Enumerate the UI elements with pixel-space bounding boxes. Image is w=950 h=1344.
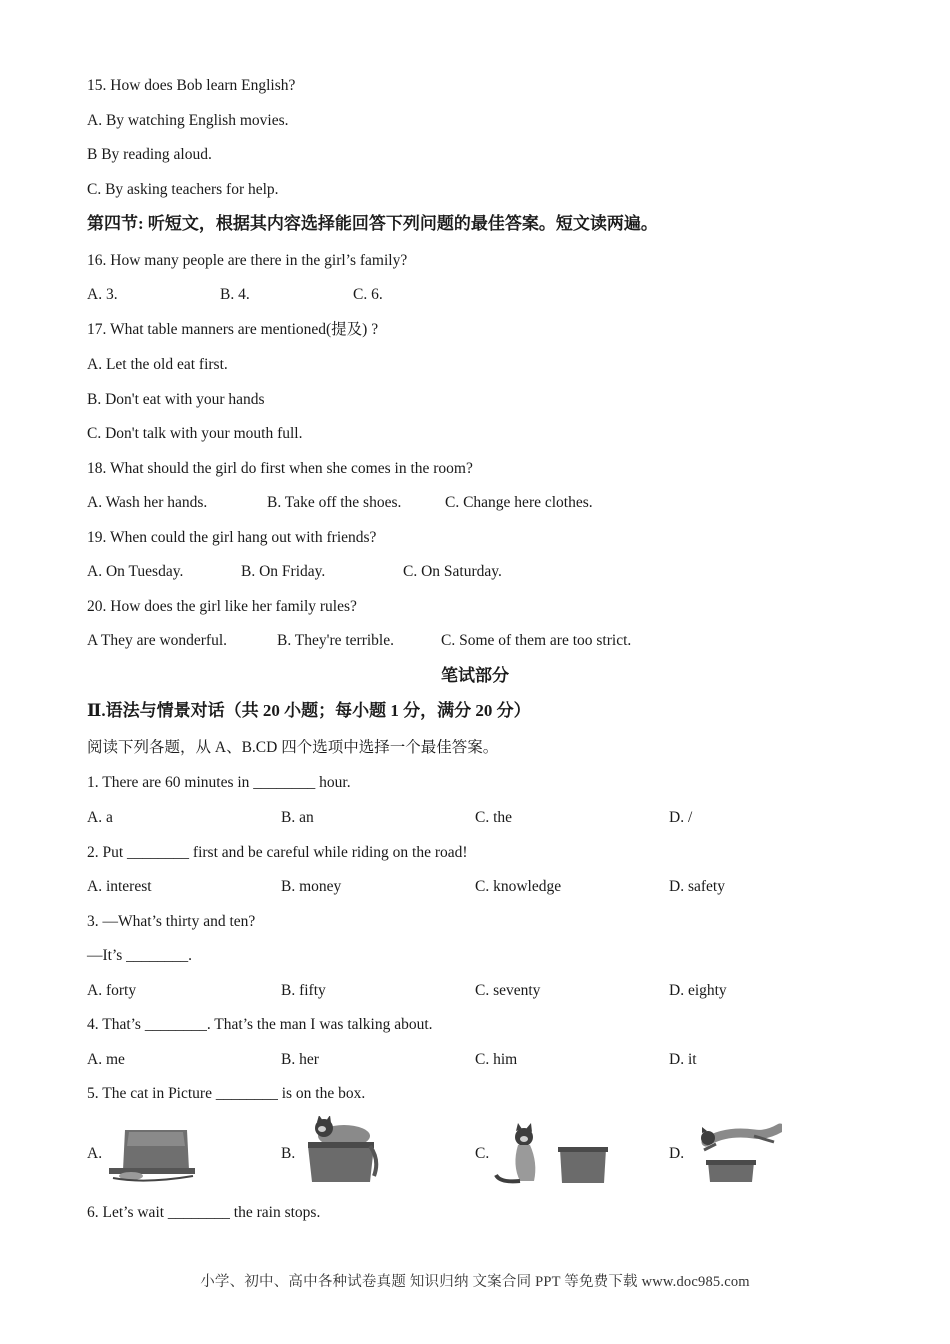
q20-option-b[interactable]: B. They're terrible. [277,632,394,649]
q16-option-b[interactable]: B. 4. [220,286,250,303]
q5-option-b[interactable]: B. [281,1145,296,1162]
cat-under-box-picture [105,1126,200,1184]
instruction: 阅读下列各题，从 A、B.CD 四个选项中选择一个最佳答案。 [87,739,499,756]
q19-option-b[interactable]: B. On Friday. [241,563,326,580]
q5-stem: 5. The cat in Picture ________ is on the box. [87,1085,366,1102]
q4-stem: 4. That’s ________. That’s the man I was talking about. [87,1016,433,1033]
q2-option-b[interactable]: B. money [281,878,342,895]
q15-option-c[interactable]: C. By asking teachers for help. [87,181,279,198]
cat-on-box-picture [304,1116,384,1184]
q19-stem: 19. When could the girl hang out with friends? [87,529,377,546]
q18-option-a[interactable]: A. Wash her hands. [87,494,208,511]
q3-stem: 3. —What’s thirty and ten? [87,913,256,930]
section2-heading: Ⅱ.语法与情景对话（共 20 小题；每小题 1 分，满分 20 分） [87,701,531,720]
q17-option-c[interactable]: C. Don't talk with your mouth full. [87,425,303,442]
q4-option-d[interactable]: D. it [669,1051,697,1068]
q3-stem-answer-line: —It’s ________. [87,947,193,964]
q4-option-a[interactable]: A. me [87,1051,125,1068]
q20-option-a[interactable]: A They are wonderful. [87,632,228,649]
q4-option-c[interactable]: C. him [475,1051,518,1068]
cat-beside-box-picture [492,1123,610,1185]
q2-option-a[interactable]: A. interest [87,878,152,895]
q1-option-c[interactable]: C. the [475,809,513,826]
q2-option-c[interactable]: C. knowledge [475,878,562,895]
q18-stem: 18. What should the girl do first when she comes in the room? [87,460,473,477]
q18-option-c[interactable]: C. Change here clothes. [445,494,593,511]
q3-option-d[interactable]: D. eighty [669,982,727,999]
q17-stem: 17. What table manners are mentioned(提及) ? [87,321,379,338]
q15-stem: 15. How does Bob learn English? [87,77,296,94]
q15-option-a[interactable]: A. By watching English movies. [87,112,289,129]
q5-option-d[interactable]: D. [669,1145,685,1162]
q16-stem: 16. How many people are there in the girl’s family? [87,252,408,269]
q20-option-c[interactable]: C. Some of them are too strict. [441,632,632,649]
q16-option-c[interactable]: C. 6. [353,286,383,303]
q17-option-b[interactable]: B. Don't eat with your hands [87,391,265,408]
q4-option-b[interactable]: B. her [281,1051,319,1068]
q20-stem: 20. How does the girl like her family rules? [87,598,357,615]
q5-option-c[interactable]: C. [475,1145,490,1162]
q1-option-a[interactable]: A. a [87,809,113,826]
section4-heading: 第四节: 听短文，根据其内容选择能回答下列问题的最佳答案。短文读两遍。 [87,214,658,233]
q6-stem: 6. Let’s wait ________ the rain stops. [87,1204,321,1221]
q3-option-c[interactable]: C. seventy [475,982,541,999]
q3-option-b[interactable]: B. fifty [281,982,326,999]
q1-stem: 1. There are 60 minutes in ________ hour. [87,774,351,791]
q18-option-b[interactable]: B. Take off the shoes. [267,494,402,511]
q5-option-a[interactable]: A. [87,1145,103,1162]
q15-option-b[interactable]: B By reading aloud. [87,146,212,163]
q3-option-a[interactable]: A. forty [87,982,137,999]
page-footer: 小学、初中、高中各种试卷真题 知识归纳 文案合同 PPT 等免费下载 www.doc985.com [200,1274,750,1290]
q16-option-a[interactable]: A. 3. [87,286,118,303]
q2-stem: 2. Put ________ first and be careful while riding on the road! [87,844,468,861]
q1-option-b[interactable]: B. an [281,809,314,826]
q1-option-d[interactable]: D. / [669,809,693,826]
written-part-title: 笔试部分 [441,666,509,685]
q17-option-a[interactable]: A. Let the old eat first. [87,356,228,373]
cat-over-box-picture [696,1120,782,1184]
q19-option-c[interactable]: C. On Saturday. [403,563,502,580]
q19-option-a[interactable]: A. On Tuesday. [87,563,184,580]
q2-option-d[interactable]: D. safety [669,878,725,895]
